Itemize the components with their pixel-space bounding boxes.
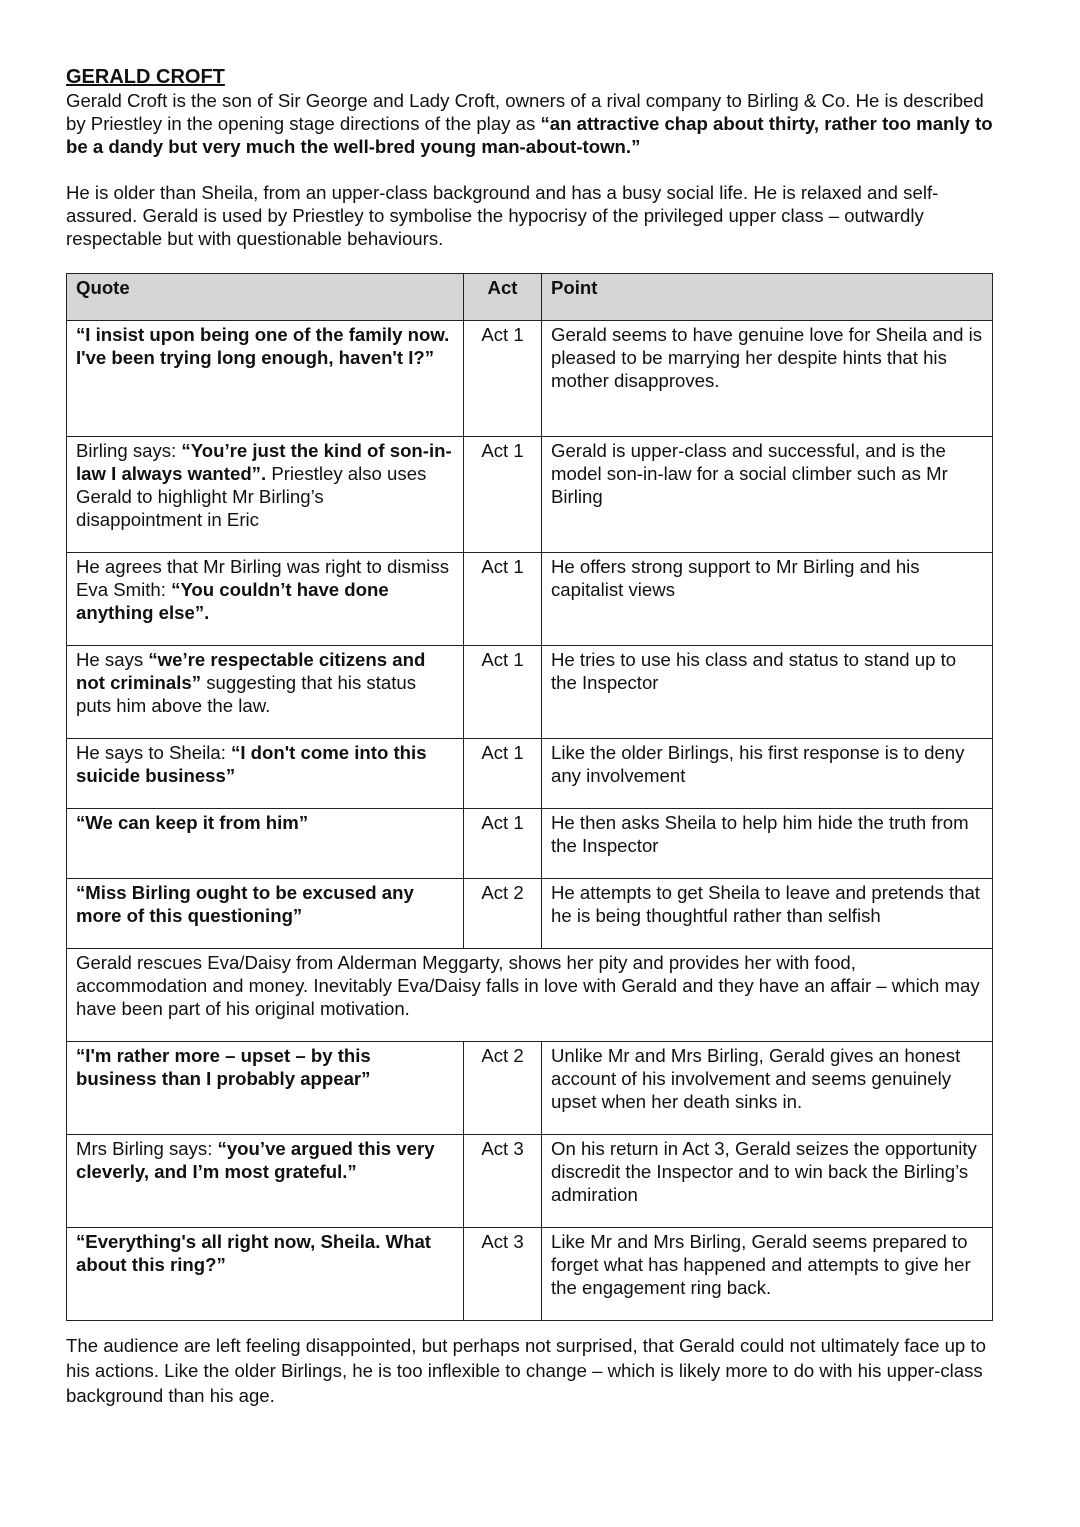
act-cell: Act 1: [464, 646, 542, 739]
quote-bold: “I insist upon being one of the family now. I've been trying long enough, haven't I?”: [76, 324, 450, 368]
table-row: [67, 1042, 993, 1135]
act-cell: Act 3: [464, 1135, 542, 1228]
point-cell: Gerald is upper-class and successful, and is the model son-in-law for a social climber such as Mr Birling: [542, 437, 993, 553]
closing-paragraph: The audience are left feeling disappointed, but perhaps not surprised, that Gerald could not ultimately face up to his actions. Like the older Birlings, he is too inflexible to change – which is likely more to do with his upper-class background than his age.: [66, 1335, 986, 1406]
quote-bold: “You’re just the kind of son-in-law I always wanted”.: [76, 440, 452, 484]
table-row: [67, 553, 993, 646]
point-cell: Gerald seems to have genuine love for Sheila and is pleased to be marrying her despite hints that his mother disapproves.: [542, 321, 993, 437]
quote-cell: [67, 1042, 464, 1135]
table-header-row: [67, 274, 993, 321]
point-cell: On his return in Act 3, Gerald seizes the opportunity discredit the Inspector and to win back the Birling’s admiration: [542, 1135, 993, 1228]
quote-cell: [67, 1135, 464, 1228]
quote-cell: [67, 321, 464, 437]
quote-pre: He says to Sheila:: [76, 742, 232, 763]
point-cell: He tries to use his class and status to stand up to the Inspector: [542, 646, 993, 739]
act-cell: Act 1: [464, 321, 542, 437]
quote-bold: “I don't come into this suicide business”: [76, 742, 427, 786]
table-row: [67, 321, 993, 437]
table-row: [67, 646, 993, 739]
quote-pre: He says: [76, 649, 149, 670]
header-act: Act: [464, 274, 542, 321]
quote-cell: [67, 809, 464, 879]
header-point: Point: [542, 274, 993, 321]
quote-cell: [67, 879, 464, 949]
point-cell: He then asks Sheila to help him hide the truth from the Inspector: [542, 809, 993, 879]
quote-bold: “We can keep it from him”: [76, 812, 309, 833]
point-cell: He offers strong support to Mr Birling and his capitalist views: [542, 553, 993, 646]
table-row: [67, 437, 993, 553]
quote-bold: “we’re respectable citizens and not criminals”: [76, 649, 426, 693]
quote-bold: “you’ve argued this very cleverly, and I’m most grateful.”: [76, 1138, 435, 1182]
quote-bold: “Everything's all right now, Sheila. What about this ring?”: [76, 1231, 431, 1275]
table-row: [67, 739, 993, 809]
document-page: [66, 66, 1006, 1321]
intro-p1-text: Gerald Croft is the son of Sir George and Lady Croft, owners of a rival company to Birling & Co. He is described by Priestley in the opening stage directions of the play as: [66, 90, 984, 134]
point-cell: Like Mr and Mrs Birling, Gerald seems prepared to forget what has happened and attempts to give her the engagement ring back.: [542, 1228, 993, 1321]
intro-paragraph-2: He is older than Sheila, from an upper-class background and has a busy social life. He is relaxed and self-assured. Gerald is used by Priestley to symbolise the hypocrisy of the privileged upper class – outwardly respectable but with questionable behaviours.: [66, 182, 939, 249]
table-row: [67, 809, 993, 879]
point-cell: Unlike Mr and Mrs Birling, Gerald gives an honest account of his involvement and seems genuinely upset when her death sinks in.: [542, 1042, 993, 1135]
act-cell: Act 2: [464, 879, 542, 949]
quote-post: suggesting that his status puts him above the law.: [76, 672, 417, 716]
act-cell: Act 3: [464, 1228, 542, 1321]
quote-post: Priestley also uses Gerald to highlight Mr Birling’s disappointment in Eric: [76, 463, 427, 530]
quote-cell: [67, 437, 464, 553]
quote-bold: “I'm rather more – upset – by this business than I probably appear”: [76, 1045, 371, 1089]
spanning-note-cell: Gerald rescues Eva/Daisy from Alderman Meggarty, shows her pity and provides her with food, accommodation and money. Inevitably Eva/Daisy falls in love with Gerald and they have an affair – which may have been part of his original motivation.: [67, 949, 993, 1042]
quote-bold: “You couldn’t have done anything else”.: [76, 579, 389, 623]
quote-pre: Mrs Birling says:: [76, 1138, 218, 1159]
act-cell: Act 2: [464, 1042, 542, 1135]
point-cell: Like the older Birlings, his first response is to deny any involvement: [542, 739, 993, 809]
quote-bold: “Miss Birling ought to be excused any more of this questioning”: [76, 882, 414, 926]
quote-cell: [67, 646, 464, 739]
quote-cell: [67, 1228, 464, 1321]
table-row-spanning-note: [67, 949, 993, 1042]
table-row: [67, 1228, 993, 1321]
quote-pre: Birling says:: [76, 440, 182, 461]
intro-p1-quote: “an attractive chap about thirty, rather too manly to be a dandy but very much the well-bred young man-about-town.”: [66, 113, 993, 157]
header-quote: Quote: [67, 274, 464, 321]
quote-cell: [67, 739, 464, 809]
act-cell: Act 1: [464, 809, 542, 879]
table-row: [67, 879, 993, 949]
act-cell: Act 1: [464, 437, 542, 553]
quote-pre: He agrees that Mr Birling was right to dismiss Eva Smith:: [76, 556, 450, 600]
act-cell: Act 1: [464, 739, 542, 809]
page-title: GERALD CROFT: [66, 66, 225, 88]
act-cell: Act 1: [464, 553, 542, 646]
intro-paragraph-1: [66, 89, 1006, 158]
quote-cell: [67, 553, 464, 646]
quote-table: [66, 273, 993, 1321]
table-row: [67, 1135, 993, 1228]
point-cell: He attempts to get Sheila to leave and pretends that he is being thoughtful rather than selfish: [542, 879, 993, 949]
